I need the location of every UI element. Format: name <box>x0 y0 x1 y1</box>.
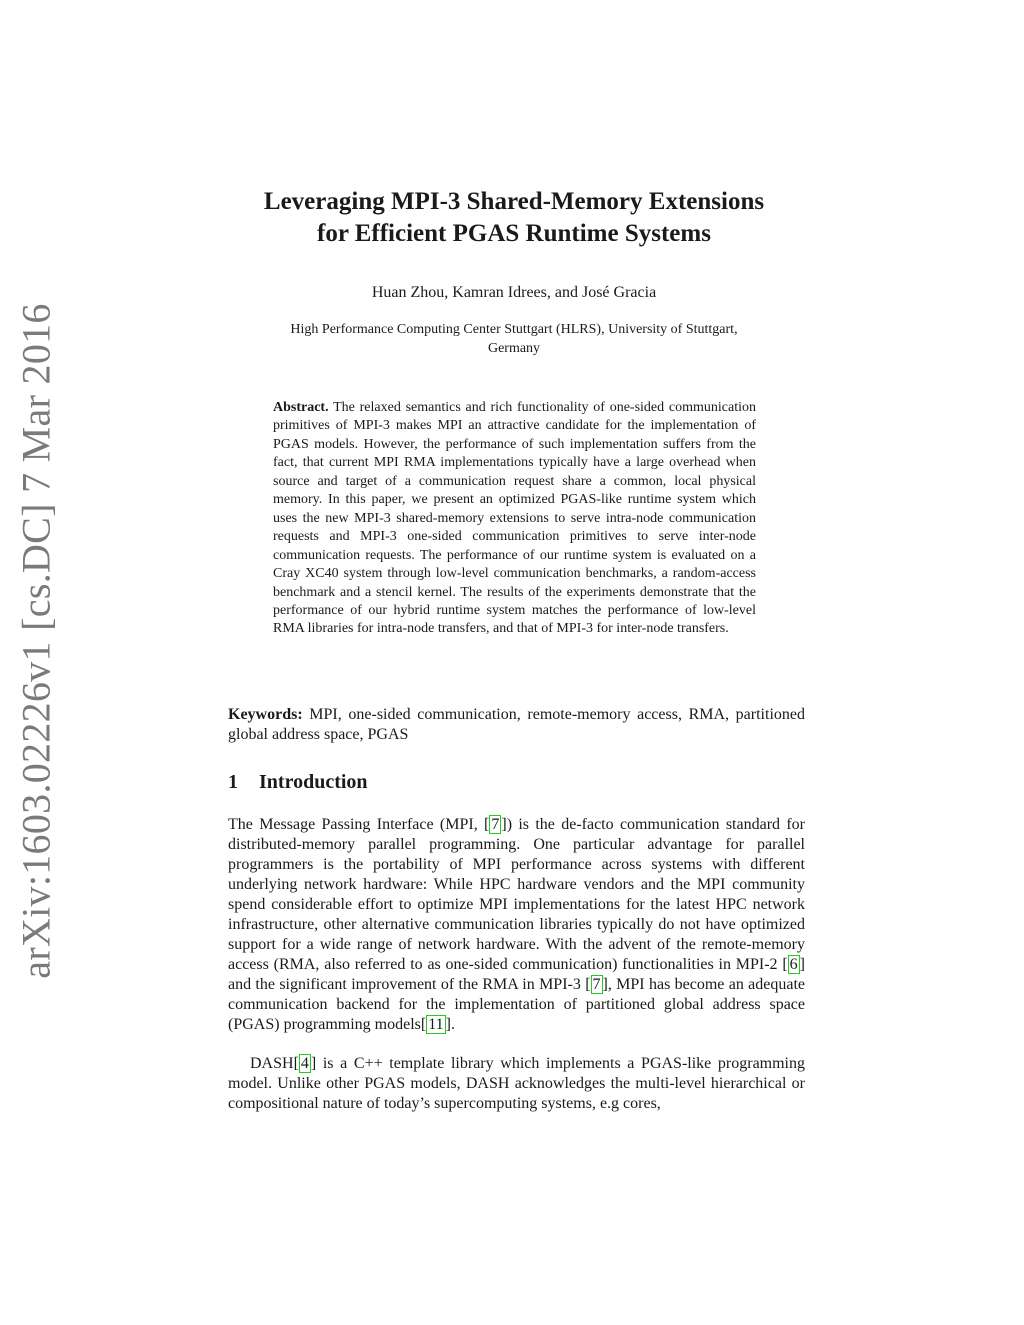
abstract-text: The relaxed semantics and rich functionality of one-sided communication primitives of MPI-3 makes MPI an attractive candidate for the implementation of PGAS models. However, the performance of such implementation suffers from the fact, that current MPI RMA implementations typically have a large overhead when source and target of a communication request share a common, local physical memory. In this paper, we present an optimized PGAS-like runtime system which uses the new MPI-3 shared-memory extensions to serve intra-node communication requests and MPI-3 one-sided communication primitives to serve inter-node communication requests. The performance of our runtime system is evaluated on a Cray XC40 system through low-level communication benchmarks, a random-access benchmark and a stencil kernel. The results of the experiments demonstrate that the performance of our hybrid runtime system matches the performance of low-level RMA libraries for intra-node transfers, and that of MPI-3 for inter-node transfers. <box>273 400 756 637</box>
citation-link[interactable]: 7 <box>592 976 601 993</box>
abstract-label: Abstract. <box>273 400 329 415</box>
paragraph-text: DASH <box>250 1055 294 1072</box>
author-list: Huan Zhou, Kamran Idrees, and José Gracia <box>371 284 657 301</box>
citation-link[interactable]: 6 <box>789 956 798 973</box>
paragraph-text: and the significant improvement of the RMA in MPI-3 <box>228 976 586 993</box>
affiliation-line-2: Germany <box>487 341 541 356</box>
paragraph-text: , MPI has become an adequate communication backend for the implementation of partitioned global address space (PGAS) programming models <box>228 976 806 1033</box>
paragraph-text: is a C++ template library which implements a PGAS-like programming model. Unlike other PGAS models, DASH acknowledges the multi-level hierarchical or compositional nature of today’s supercomputing systems, e.g cores, <box>228 1055 805 1112</box>
keywords-label: Keywords: <box>228 706 303 723</box>
arxiv-identifier: arXiv:1603.02226v1 [cs.DC] 7 Mar 2016 <box>13 303 59 979</box>
section-heading-introduction <box>228 771 368 794</box>
paragraph-text: ) is the de-facto communication standard for distributed-memory parallel programming. One particular advantage for parallel programmers is the portability of MPI performance across systems with different underlying network hardware: While HPC hardware vendors and the MPI community spend considerable effort to optimize MPI implementations for the latest HPC network infrastructure, other alternative communication libraries typically do not have optimized support for a wide range of network hardware. With the advent of the remote-memory access (RMA, also referred to as one-sided communication) functionalities in MPI-2 <box>228 816 806 973</box>
paper-title <box>200 186 828 250</box>
citation-link[interactable]: 11 <box>428 1016 444 1033</box>
intro-paragraph-1: The Message Passing Interface (MPI, [ 7 ]) is the de-facto communication standard for distributed-memory parallel programming. One particular advantage for parallel programmers is the portability of MPI performance across systems with different underlying network hardware: While HPC hardware vendors and the MPI community spend considerable effort to optimize MPI implementations for the latest HPC network infrastructure, other alternative communication libraries typically do not have optimized support for a wide range of network hardware. With the advent of the remote-memory access (RMA, also referred to as one-sided communication) functionalities in MPI-2 [ 6 ] and the significant improvement of the RMA in MPI-3 [ 7 ], MPI has become an adequate communication backend for the implementation of partitioned global address space (PGAS) programming models[ 11 ]. <box>228 816 806 1033</box>
citation-link[interactable]: 7 <box>491 816 500 833</box>
keywords-text: MPI, one-sided communication, remote-memory access, RMA, partitioned global address space, PGAS <box>228 706 805 743</box>
intro-paragraph-2: DASH[ 4 ] is a C++ template library which implements a PGAS-like programming model. Unlike other PGAS models, DASH acknowledges the multi-level hierarchical or compositional nature of today’s supercomputing systems, e.g cores, <box>228 1055 805 1112</box>
citation-link[interactable]: 4 <box>300 1055 309 1072</box>
arxiv-identifier-stamp <box>0 0 66 1325</box>
affiliation <box>228 320 800 358</box>
title-line-2: for Efficient PGAS Runtime Systems <box>317 220 711 247</box>
abstract <box>273 399 756 639</box>
paragraph-text: . <box>450 1016 455 1033</box>
affiliation-line-1: High Performance Computing Center Stuttgart (HLRS), University of Stuttgart, <box>290 322 738 337</box>
paragraph-text: The Message Passing Interface (MPI, <box>228 816 485 833</box>
section-number: 1 <box>228 771 238 793</box>
title-line-1: Leveraging MPI-3 Shared-Memory Extensions <box>263 188 765 215</box>
section-title: Introduction <box>259 771 368 793</box>
keywords <box>228 705 805 745</box>
